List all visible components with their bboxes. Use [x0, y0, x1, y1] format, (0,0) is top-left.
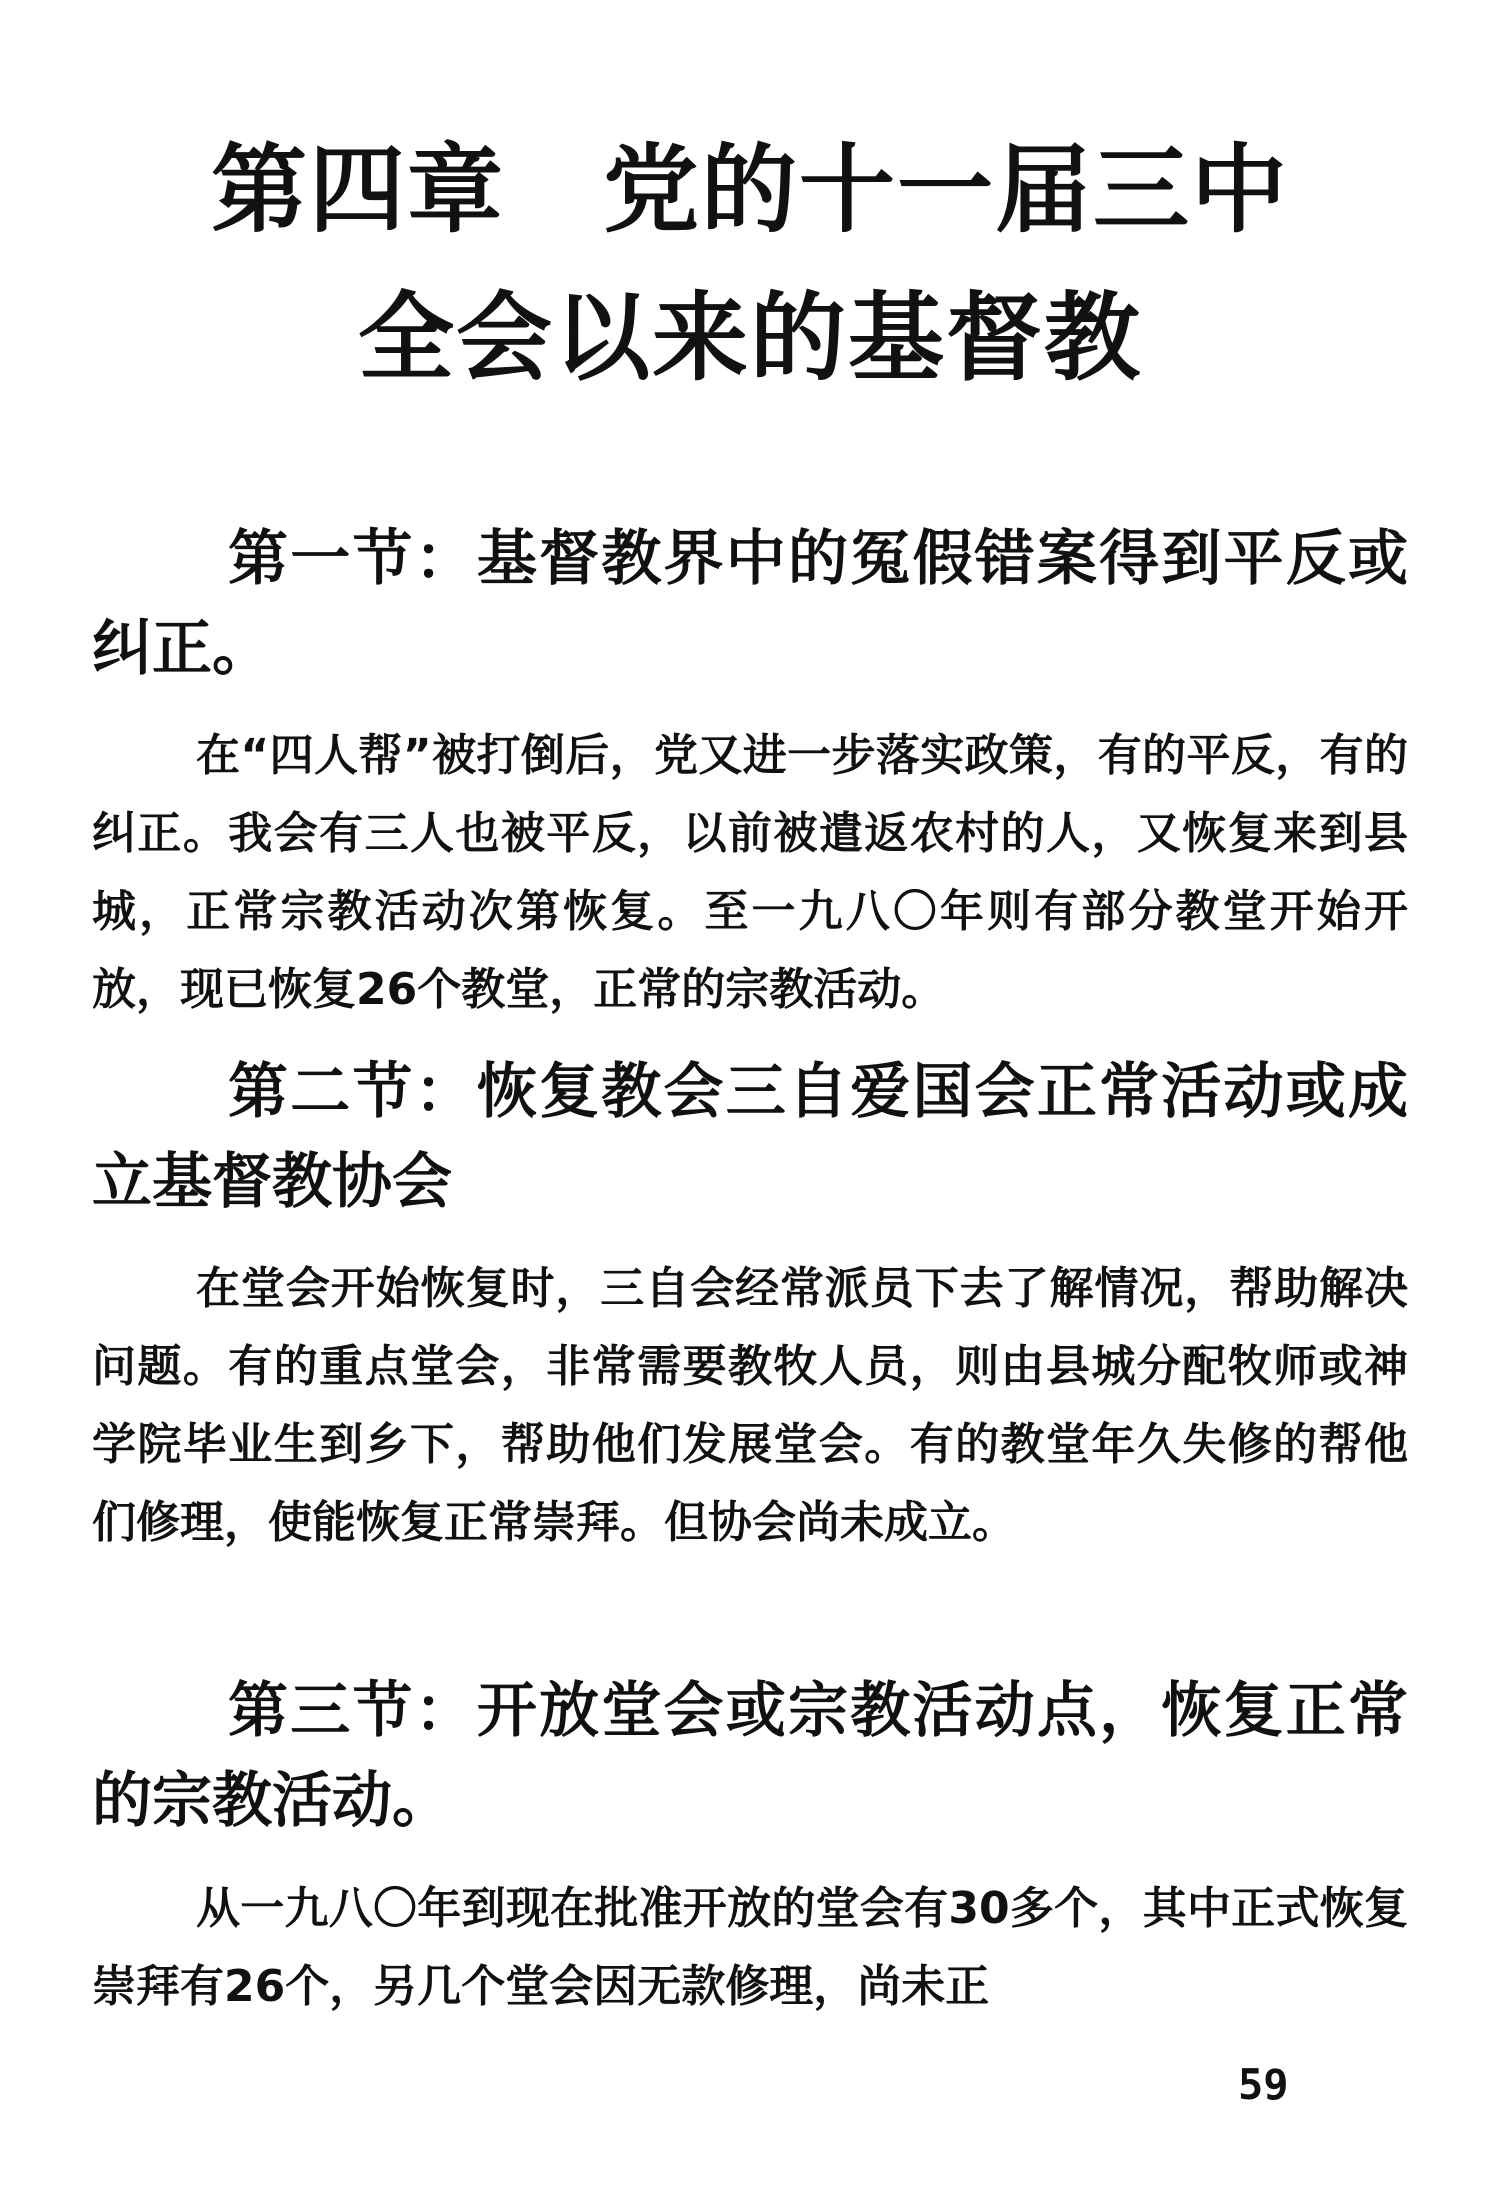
page-number: 59: [1238, 2060, 1289, 2109]
section-heading-2: 第二节：恢复教会三自爱国会正常活动或成立基督教协会: [92, 1057, 1408, 1217]
chapter-title-line-1: 第四章 党的十一届三中: [211, 134, 1289, 246]
section-body-2: 在堂会开始恢复时，三自会经常派员下去了解情况，帮助解决问题。有的重点堂会，非常需要教牧人员，则由县城分配牧师或神学院毕业生到乡下，帮助他们发展堂会。有的教堂年久失修的帮他们修理，使能恢复正常崇拜。但协会尚未成立。: [92, 1263, 1408, 1548]
section-body-1: 在“四人帮”被打倒后，党又进一步落实政策，有的平反，有的纠正。我会有三人也被平反，以前被遣返农村的人，又恢复来到县城，正常宗教活动次第恢复。至一九八〇年则有部分教堂开始开放，现已恢复26个教堂，正常的宗教活动。: [92, 730, 1408, 1015]
chapter-title-line-2: 全会以来的基督教: [358, 282, 1142, 394]
section-heading-1: 第一节：基督教界中的冤假错案得到平反或纠正。: [92, 524, 1408, 684]
section-body-3: 从一九八〇年到现在批准开放的堂会有30多个，其中正式恢复崇拜有26个，另几个堂会因无款修理，尚未正: [92, 1883, 1408, 2012]
section-heading-3: 第三节：开放堂会或宗教活动点，恢复正常的宗教活动。: [92, 1676, 1408, 1836]
